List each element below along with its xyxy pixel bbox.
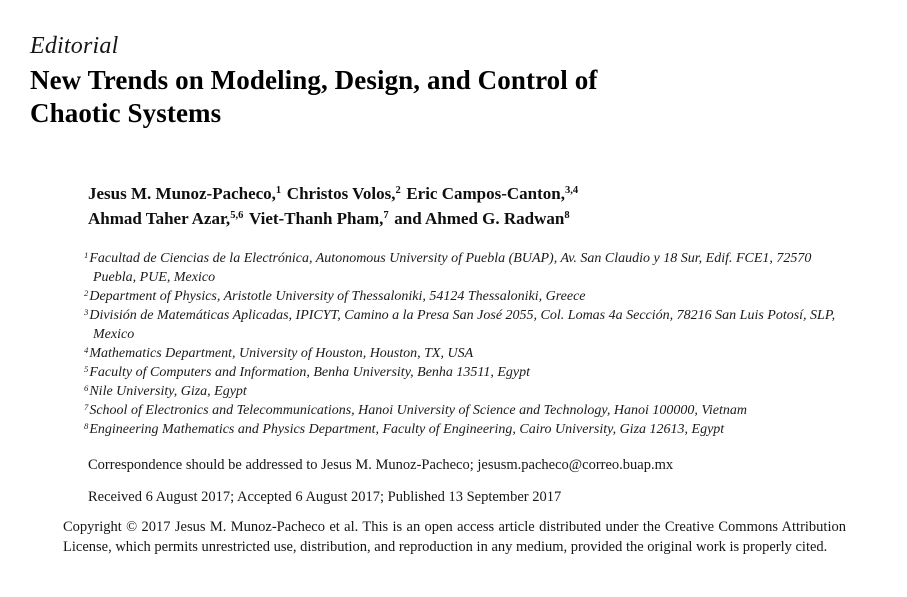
affiliation-item xyxy=(84,420,840,439)
affiliation-text: Facultad de Ciencias de la Electrónica, Autonomous University of Puebla (BUAP), Av. San Claudio y 18 Sur, Edif. FCE1, 72570 Puebla, PUE, Mexico xyxy=(89,251,812,285)
copyright-notice: Copyright © 2017 Jesus M. Munoz-Pacheco et al. This is an open access article distributed under the Creative Commons Attribution License, which permits unrestricted use, distribution, and reproduction in any medium, provided the original work is properly cited. xyxy=(63,519,846,555)
author-name: and Ahmed G. Radwan$^8$ xyxy=(394,209,570,228)
author-affiliation-marker: 1 xyxy=(275,185,282,197)
article-history: Received 6 August 2017; Accepted 6 August 2017; Published 13 September 2017 xyxy=(88,489,562,505)
affiliation-text: Department of Physics, Aristotle University of Thessaloniki, 54124 Thessaloniki, Greece xyxy=(89,289,586,304)
affiliation-text: Nile University, Giza, Egypt xyxy=(89,384,247,399)
article-title-line1: New Trends on Modeling, Design, and Control of xyxy=(30,65,598,95)
affiliation-item xyxy=(84,344,840,363)
affiliation-text: Engineering Mathematics and Physics Department, Faculty of Engineering, Cairo University, Giza 12613, Egypt xyxy=(89,422,725,437)
author-affiliation-marker: 2 xyxy=(395,185,401,197)
affiliation-text: División de Matemáticas Aplicadas, IPICYT, Camino a la Presa San José 2055, Col. Lomas 4a Sección, 78216 San Luis Potosí, SLP, Mexico xyxy=(89,308,836,342)
affiliation-item xyxy=(84,382,840,401)
author-name: Eric Campos-Canton,$^{3,4}$ xyxy=(406,184,579,203)
affiliation-item xyxy=(84,401,840,420)
correspondence-text: Correspondence should be addressed to Jesus M. Munoz-Pacheco; xyxy=(88,457,478,473)
affiliation-number: 3 xyxy=(84,306,89,317)
section-label: Editorial xyxy=(30,33,119,59)
author-line-2 xyxy=(88,206,788,231)
affiliation-number: 1 xyxy=(84,249,89,260)
author-affiliation-marker: 5,6 xyxy=(230,210,244,222)
author-line-1 xyxy=(88,181,788,206)
author-affiliation-marker: 7 xyxy=(383,210,389,222)
correspondence-note xyxy=(88,457,848,474)
affiliation-number: 8 xyxy=(84,420,89,431)
author-name: Viet-Thanh Pham,$^7$ xyxy=(248,209,389,228)
affiliation-number: 5 xyxy=(84,363,89,374)
affiliation-item xyxy=(84,287,840,306)
affiliation-item xyxy=(84,306,840,344)
author-affiliation-marker: 3,4 xyxy=(564,185,579,197)
affiliation-number: 7 xyxy=(84,401,89,412)
author-affiliation-marker: 8 xyxy=(564,210,570,222)
affiliation-list xyxy=(84,249,840,439)
article-title-line2: Chaotic Systems xyxy=(30,98,222,128)
author-name: Ahmad Taher Azar,$^{5,6}$ xyxy=(88,209,244,228)
affiliation-text: Mathematics Department, University of Houston, Houston, TX, USA xyxy=(89,346,474,361)
affiliation-number: 4 xyxy=(84,344,89,355)
correspondence-email: jesusm.pacheco@correo.buap.mx xyxy=(477,457,674,473)
author-list xyxy=(88,181,788,231)
affiliation-number: 6 xyxy=(84,382,89,393)
affiliation-number: 2 xyxy=(84,287,89,298)
affiliation-item xyxy=(84,249,840,287)
affiliation-text: School of Electronics and Telecommunications, Hanoi University of Science and Technology, Hanoi 100000, Vietnam xyxy=(89,403,747,418)
affiliation-text: Faculty of Computers and Information, Benha University, Benha 13511, Egypt xyxy=(89,365,531,380)
affiliation-item xyxy=(84,363,840,382)
author-name: Christos Volos,$^2$ xyxy=(286,184,401,203)
article-title xyxy=(30,64,730,130)
author-name: Jesus M. Munoz-Pacheco,$^1$ xyxy=(88,184,282,203)
